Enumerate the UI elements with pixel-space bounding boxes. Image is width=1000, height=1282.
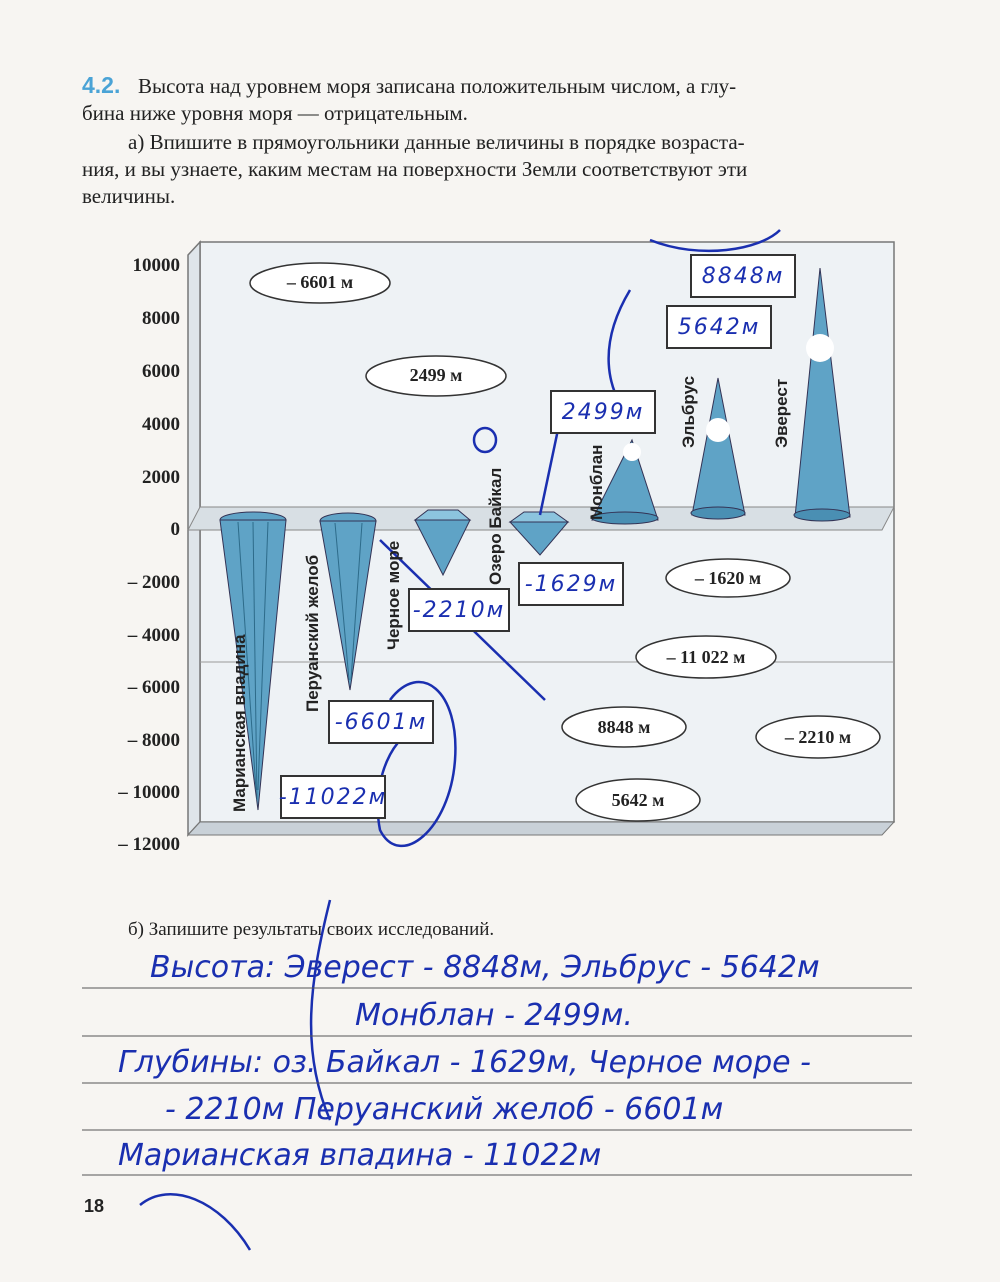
handwritten-answer-line: Монблан - 2499м. [355,998,633,1033]
label-peru: Перуанский желоб [303,554,322,712]
label-montblanc: Монблан [587,444,606,520]
cloud-value: – 2210 м [784,727,852,747]
label-baikal: Озеро Байкал [486,467,505,585]
handwritten-answer-line: Глубины: оз. Байкал - 1629м, Черное море - [118,1045,811,1080]
y-tick: – 4000 [127,625,180,646]
y-tick: – 6000 [127,677,180,698]
answer-box-peru[interactable]: -6601м [328,700,434,744]
answer-box-everest[interactable]: 8848м [690,254,796,298]
handwritten-answer-line: Марианская впадина - 11022м [118,1138,602,1173]
y-tick: – 8000 [127,730,180,751]
page-number: 18 [84,1196,105,1216]
y-tick: 2000 [142,467,180,488]
part-a-line-2: ния, и вы узнаете, каким местам на поверхности Земли соответствуют эти [82,157,748,181]
y-tick: – 12000 [118,834,180,855]
part-a-line-3: величины. [82,184,176,208]
cloud-value: 8848 м [597,717,651,737]
label-black-sea: Черное море [384,540,403,650]
part-a-line-1: а) Впишите в прямоугольники данные величины в порядке возраста- [128,130,745,154]
answer-box-montblanc[interactable]: 2499м [550,390,656,434]
cloud-value: 2499 м [409,365,463,385]
y-tick: – 2000 [127,572,180,593]
y-tick: 10000 [132,255,180,276]
handwritten-answer-line: - 2210м Перуанский желоб - 6601м [165,1092,724,1127]
label-mariana: Марианская впадина [230,634,249,812]
answer-box-mariana[interactable]: -11022м [280,775,386,819]
task-number: 4.2. [82,72,121,98]
y-tick: 4000 [142,414,180,435]
y-tick: – 10000 [118,782,180,803]
cloud-value: – 11 022 м [666,647,746,667]
handwritten-answer-line: Высота: Эверест - 8848м, Эльбрус - 5642м [150,950,820,985]
intro-line-1: Высота над уровнем моря записана положительным числом, а глу- [138,74,737,98]
label-everest: Эверест [772,378,791,448]
answer-box-baikal[interactable]: -1629м [518,562,624,606]
cloud-value: 5642 м [611,790,665,810]
y-tick: 0 [170,519,180,540]
part-b-label: б) Запишите результаты своих исследований. [128,919,495,940]
cloud-value: – 1620 м [694,568,762,588]
answer-box-black-sea[interactable]: -2210м [408,588,510,632]
y-tick: 8000 [142,308,180,329]
label-elbrus: Эльбрус [679,375,698,448]
y-tick: 6000 [142,361,180,382]
cloud-value: – 6601 м [286,272,354,292]
answer-box-elbrus[interactable]: 5642м [666,305,772,349]
intro-line-2: бина ниже уровня моря — отрицательным. [82,101,468,125]
